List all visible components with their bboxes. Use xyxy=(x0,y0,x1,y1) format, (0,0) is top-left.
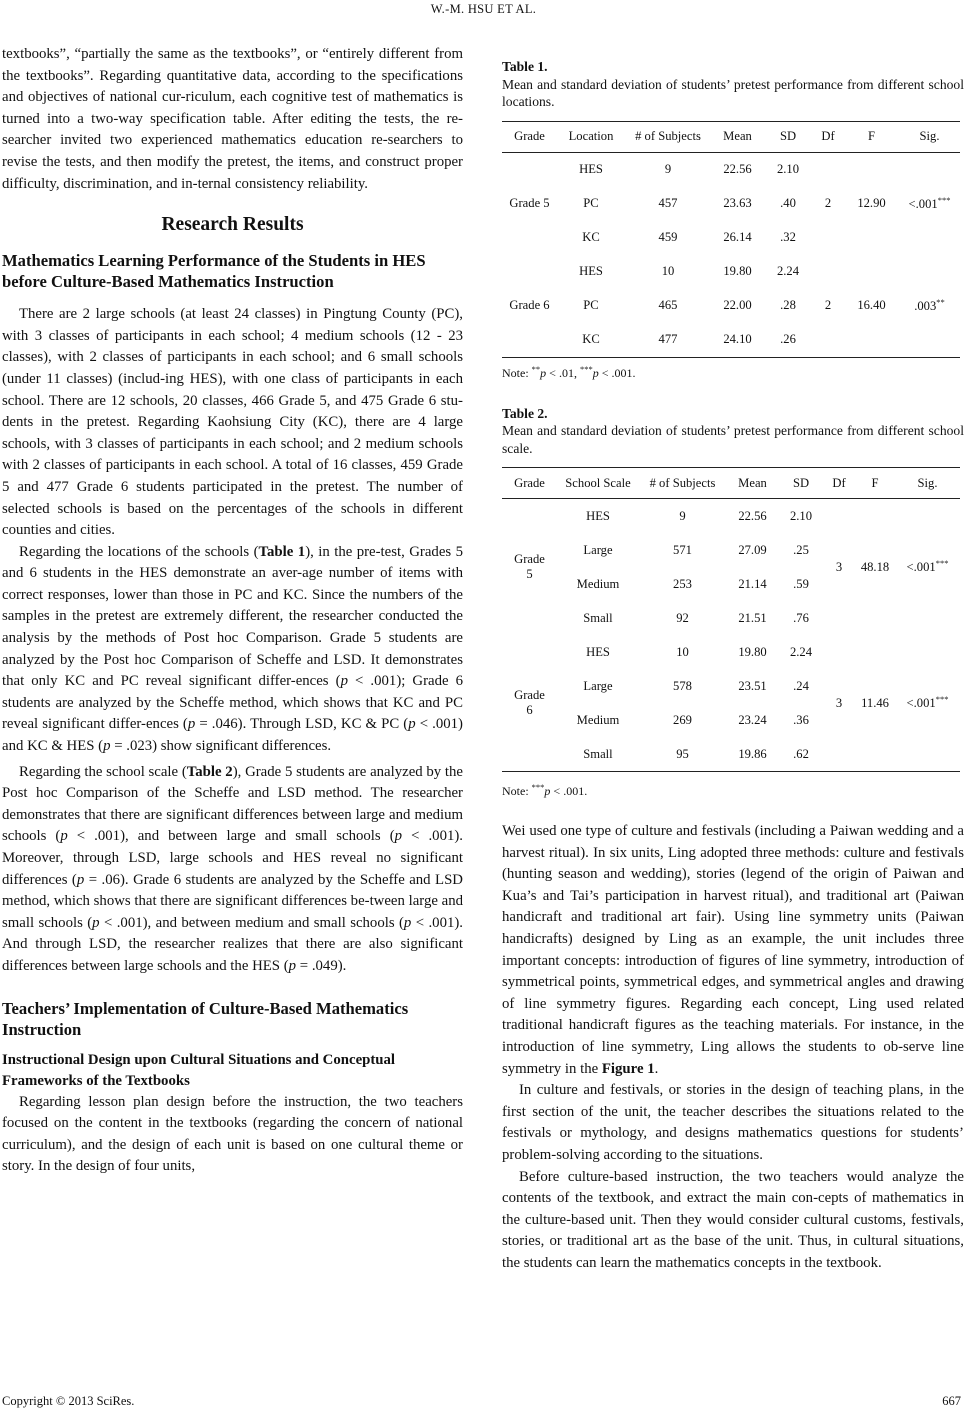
table-row xyxy=(502,499,960,534)
table-cell: 457 xyxy=(658,196,678,210)
paragraph-sample: There are 2 large schools (at least 24 classes) in Pingtung County (PC), with 3 classes of participants in each school; 4 medium schools (12 - 23 classes), with 2 classes of participants in each school; and 6 small schools (under 11 classes) (includ-ing HES), with one class of participants in each school. There are 12 schools, 20 classes, 466 Grade 5, and 475 Grade 6 stu-dents in the pretest. Regarding Kaohsiung City (KC), there are 4 large schools, with 3 classes of participants in each school; and 2 medium schools with 2 classes of participants in each school. A total of 16 classes, 459 Grade 5 and 477 Grade 6 students participated in the pretest. The number of selected schools is based on the percentages of the schools in different counties and cities. xyxy=(2,306,463,539)
table-cell: .25 xyxy=(793,542,809,557)
table-cell: 24.10 xyxy=(711,323,764,358)
column-header: Df xyxy=(812,121,844,152)
column-header: F xyxy=(855,468,895,499)
f-cell: 48.18 xyxy=(860,559,890,574)
table-cell: 2.24 xyxy=(789,644,813,659)
table-row xyxy=(502,255,960,289)
table-cell: 477 xyxy=(625,323,711,358)
grade-cell: Grade 5 xyxy=(514,552,545,581)
grade-cell: Grade 6 xyxy=(502,255,557,358)
sig-cell: <.001*** xyxy=(908,194,951,212)
table-header-row xyxy=(502,468,960,499)
table-cell: Large xyxy=(583,542,613,557)
table-cell: 22.56 xyxy=(723,162,752,176)
running-head: W.-M. HSU ET AL. xyxy=(430,2,537,16)
page-number: 667 xyxy=(942,1394,961,1408)
table-cell: Small xyxy=(583,610,613,625)
table-2-label: Table 2. xyxy=(502,405,548,421)
table-cell: 21.51 xyxy=(738,610,767,625)
table-cell: 22.00 xyxy=(723,298,752,312)
column-header: Df xyxy=(823,468,855,499)
subsection-title-performance: Mathematics Learning Performance of the Students in HES before Culture-Based Mathematics Instruction xyxy=(2,251,426,292)
column-header: School Scale xyxy=(557,468,639,499)
table-1-label: Table 1. xyxy=(502,59,548,74)
table-cell: 2.10 xyxy=(776,162,800,176)
column-header: Grade xyxy=(502,121,557,152)
table-cell: 21.14 xyxy=(738,576,767,591)
table-cell: 9 xyxy=(679,508,686,523)
intro-paragraph: textbooks”, “partially the same as the textbooks”, or “entirely different from the textbooks”. Regarding quantitative data, according to the specifications and objectives of national cur-riculum, each cognitive test of mathematics is turned into a two-way specification table. After editing the tests, the re-searcher invited two experienced mathematics education re-searchers to revise the tests, and then modify the pretest, the items, and construct proper difficulty, discrimination, and in-ternal consistency reliability. xyxy=(2,46,463,192)
df-cell: 2 xyxy=(812,255,844,358)
table-2-caption: Table 2. Mean and standard deviation of students’ pretest performance from different school scale. xyxy=(502,405,964,456)
column-header: Location xyxy=(557,121,625,152)
table-cell: .62 xyxy=(779,737,823,772)
df-cell: 3 xyxy=(835,559,843,574)
paragraph-school-scale: Regarding the school scale (Table 2), Grade 5 students are analyzed by the Post hoc Comparison of the Scheffe and LSD method. The researcher demonstrates that there are significant differences between large and medium schools (p < .001), and between large and small schools (p < .001). Moreover, through LSD, large schools and HES reveal no significant differences (p = .06). Grade 6 students are analyzed by the Scheffe and LSD method, which shows that there are significant differences be-tween large and small schools (p < .001), and between medium and small schools (p < .001). And through LSD, the researcher realizes that there are also significant differences between large schools and the HES (p = .049). xyxy=(2,763,463,974)
table-cell: 23.24 xyxy=(738,712,767,727)
df-cell: 2 xyxy=(824,196,832,210)
table-1-reference[interactable]: Table 1 xyxy=(258,543,306,560)
table-header-row xyxy=(502,121,960,152)
table-cell: .26 xyxy=(764,323,812,358)
table-2-reference[interactable]: Table 2 xyxy=(186,763,233,780)
grade-cell: Grade 6 xyxy=(502,635,557,772)
table-cell: 465 xyxy=(658,298,678,312)
table-cell: 2.24 xyxy=(776,264,800,278)
f-cell: 12.90 xyxy=(857,196,886,210)
sig-cell: <.001*** xyxy=(895,635,960,772)
column-header: # of Subjects xyxy=(625,121,711,152)
table-cell: HES xyxy=(586,644,610,659)
subsubsection-title: Instructional Design upon Cultural Situations and Conceptual Frameworks of the Textbooks xyxy=(2,1051,396,1089)
paragraph-festivals: In culture and festivals, or stories in the design of teaching plans, in the first section of the unit, the teacher describes the situations related to the festivals or mythology, and designs mathematics questions for students’ problem-solving according to the situations. xyxy=(502,1082,964,1163)
column-header: Sig. xyxy=(895,468,960,499)
table-cell: 571 xyxy=(673,542,692,557)
table-cell: 26.14 xyxy=(723,230,752,244)
table-cell: Medium xyxy=(576,712,620,727)
table-row xyxy=(502,635,960,669)
table-cell: .28 xyxy=(780,298,796,312)
table-cell: 19.80 xyxy=(738,644,767,659)
table-cell: 27.09 xyxy=(738,542,767,557)
table-cell: 9 xyxy=(664,162,672,176)
table-1 xyxy=(502,121,960,358)
column-header: Mean xyxy=(726,468,779,499)
table-cell: Medium xyxy=(576,576,620,591)
paragraph-culture-methods: Wei used one type of culture and festivals (including a Paiwan wedding and a harvest ritual). In six units, Ling adopted three methods: culture and festivals (hunting season and wedding), stories (legend of the origin of Paiwan and Kua’s and Tai’s participation in harvest ritual), and traditional art (Paiwan handicraft and traditional art fair). Using line symmetry units (Paiwan handicrafts) designed by Ling as an example, the unit includes three important concepts: introduction of figures of line symmetry, introduction of symmetrical points, symmetrical edges, and symmetrical angles and drawing of line symmetry figures. Regarding each concept, Ling used related traditional handicraft figures as the teaching materials. For instance, in the introduction of line symmetry, Ling allows the students to ob-serve line symmetry in the Figure 1. xyxy=(502,823,964,1077)
table-cell: .76 xyxy=(793,610,809,625)
table-cell: 253 xyxy=(673,576,692,591)
column-header: Grade xyxy=(502,468,557,499)
paragraph-before-instruction: Before culture-based instruction, the two teachers would analyze the contents of the textbook, and extract the main con-cepts of mathematics in the culture-based unit. Then they would consider cultural customs, festivals, stories, or traditional art as the base of the unit. Thus, in cultural situations, the students can learn the mathematics concepts in the textbook. xyxy=(502,1168,964,1271)
f-cell: 16.40 xyxy=(844,255,899,358)
column-header: Mean xyxy=(711,121,764,152)
table-cell: KC xyxy=(557,323,625,358)
df-cell: 3 xyxy=(823,635,855,772)
table-cell: 459 xyxy=(658,230,678,244)
table-cell: Large xyxy=(583,678,613,693)
table-cell: 269 xyxy=(673,712,692,727)
table-cell: 23.63 xyxy=(723,196,752,210)
table-row xyxy=(502,152,960,187)
table-cell: PC xyxy=(583,196,599,210)
table-cell: .59 xyxy=(793,576,809,591)
paragraph-locations: Regarding the locations of the schools (Table 1), in the pre-test, Grades 5 and 6 students in the HES demonstrate an aver-age number of items with correct responses, lower than those in PC and KC. Since the numbers of the samples in the pretest are extremely different, the researcher conducted the analysis by the methods of Post hoc Comparison. Grade 5 students are analyzed by the Post hoc Comparison of Scheffe and LSD. It demonstrates that only KC and PC reveal significant differ-ences (p < .001); Grade 6 students are analyzed by the Scheffe method, which shows that KC and PC reveal significant differ-ences (p = .046). Through LSD, KC & PC (p < .001) and KC & HES (p = .023) show significant differences. xyxy=(2,543,464,755)
table-cell: HES xyxy=(579,162,603,176)
f-cell: 11.46 xyxy=(855,635,895,772)
table-cell: .36 xyxy=(793,712,809,727)
copyright-notice: Copyright © 2013 SciRes. xyxy=(2,1394,135,1408)
grade-cell: Grade 5 xyxy=(509,196,550,210)
sig-cell: .003** xyxy=(899,255,960,358)
right-column xyxy=(502,58,964,1274)
table-cell: .40 xyxy=(780,196,796,210)
table-cell: 10 xyxy=(676,644,689,659)
table-cell: HES xyxy=(579,264,603,278)
table-2-note: Note: ***p < .001. xyxy=(502,782,588,798)
left-column xyxy=(2,44,463,1178)
section-title: Research Results xyxy=(161,214,304,236)
table-cell: 2.10 xyxy=(789,508,813,523)
subsection-title-implementation: Teachers’ Implementation of Culture-Based Mathematics Instruction xyxy=(2,998,409,1039)
paragraph-lesson-plan: Regarding lesson plan design before the instruction, the two teachers focused on the content in the textbooks (regarding the concern of national curriculum), and the design of each unit is based on one cultural theme or story. In the design of four units, xyxy=(2,1093,463,1175)
table-2 xyxy=(502,467,960,772)
table-cell: .24 xyxy=(793,678,809,693)
table-cell: 22.56 xyxy=(738,508,767,523)
column-header: # of Subjects xyxy=(639,468,726,499)
column-header: Sig. xyxy=(899,121,960,152)
column-header: SD xyxy=(764,121,812,152)
table-cell: 19.86 xyxy=(726,737,779,772)
table-1-caption: Table 1. Mean and standard deviation of students’ pretest performance from different school locations. xyxy=(502,59,964,109)
table-cell: 10 xyxy=(661,264,675,278)
table-cell: 23.51 xyxy=(738,678,767,693)
table-1-note: Note: **p < .01, ***p < .001. xyxy=(502,363,636,380)
table-cell: KC xyxy=(582,230,600,244)
sig-cell: <.001*** xyxy=(906,558,949,575)
table-cell: 19.80 xyxy=(723,264,752,278)
column-header: F xyxy=(844,121,899,152)
figure-1-reference[interactable]: Figure 1 xyxy=(601,1060,655,1077)
table-cell: HES xyxy=(586,508,610,523)
table-cell: 92 xyxy=(676,610,689,625)
table-cell: .32 xyxy=(780,230,796,244)
table-cell: PC xyxy=(583,298,599,312)
table-cell: Small xyxy=(557,737,639,772)
column-header: SD xyxy=(779,468,823,499)
table-cell: 95 xyxy=(639,737,726,772)
table-cell: 578 xyxy=(673,678,692,693)
